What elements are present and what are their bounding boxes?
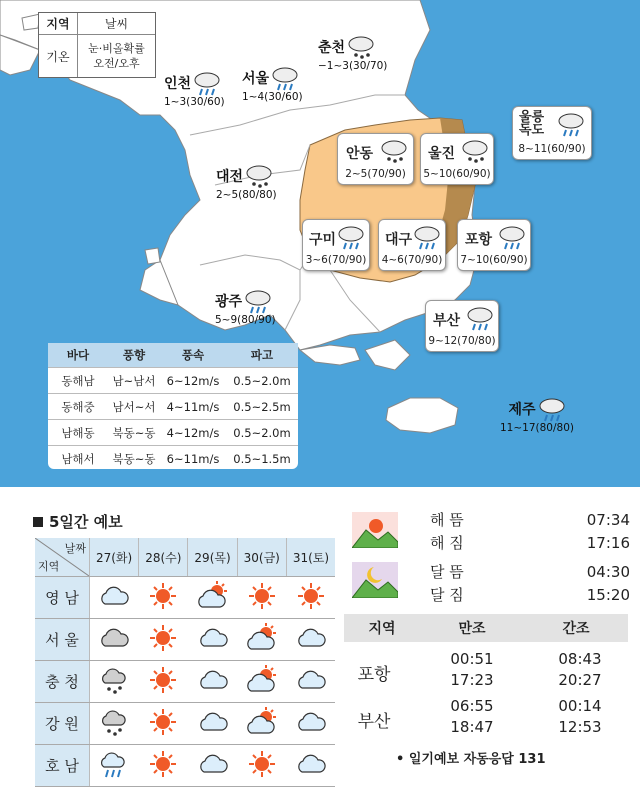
sun-icon <box>247 596 277 615</box>
forecast-cell <box>286 745 335 787</box>
sea-cell: 남서~서 <box>112 399 156 414</box>
forecast-cell <box>90 577 139 619</box>
city-name: 대구 <box>385 232 413 248</box>
city-name: 울진 <box>428 146 456 162</box>
date-header: 29(목) <box>188 538 237 577</box>
forecast-row <box>35 661 335 703</box>
city-pohang <box>457 219 531 271</box>
cloud-icon <box>98 594 130 613</box>
forecast-cell <box>286 577 335 619</box>
cloud-icon <box>197 678 229 697</box>
date-header: 30(금) <box>237 538 286 577</box>
rain-cloud-icon <box>538 396 566 422</box>
footer-phone-info: • 일기예보 자동응답 131 <box>396 752 546 767</box>
cloud-icon <box>295 762 327 781</box>
sun-cloud-icon <box>196 596 230 615</box>
city-name: 춘천 <box>318 40 346 56</box>
sea-row <box>48 393 298 419</box>
rain-cloud-icon <box>98 765 130 784</box>
forecast-cell <box>286 619 335 661</box>
sun-cloud-icon <box>245 680 279 699</box>
cloud-icon <box>197 636 229 655</box>
city-andong <box>337 133 414 185</box>
city-name: 대전 <box>216 169 244 185</box>
five-day-title-text: 5일간 예보 <box>49 513 123 531</box>
tide-row-busan <box>344 697 628 739</box>
rain-cloud-icon <box>271 65 299 91</box>
forecast-cell <box>90 661 139 703</box>
city-temp: 1~4(30/60) <box>242 91 303 103</box>
city-seoul <box>242 65 303 103</box>
forecast-cell <box>139 577 188 619</box>
rain-cloud-icon <box>466 305 494 331</box>
cloud-icon <box>295 720 327 739</box>
sea-header-wind-speed: 풍속 <box>181 348 205 362</box>
sun-icon <box>148 764 178 783</box>
sea-row <box>48 367 298 393</box>
forecast-cell <box>237 745 286 787</box>
moonset-time: 15:20 <box>586 585 630 604</box>
sea-cell: 북동~동 <box>112 451 156 466</box>
forecast-cell <box>139 661 188 703</box>
legend-rain-label: 눈·비올확률 <box>88 42 145 55</box>
sea-cell: 4~11m/s <box>166 399 220 414</box>
forecast-row <box>35 745 335 787</box>
city-daegu <box>378 219 446 271</box>
city-temp: 9~12(70/80) <box>428 335 496 347</box>
forecast-cell <box>139 745 188 787</box>
sea-cell: 동해남 <box>61 373 95 388</box>
forecast-cell <box>237 577 286 619</box>
city-gwangju <box>215 288 276 326</box>
legend-ampm-label: 오전/오후 <box>93 57 140 70</box>
sunrise-label: 해 뜸 <box>430 511 464 529</box>
five-day-title <box>33 511 123 532</box>
five-day-forecast-table <box>35 538 335 787</box>
city-uljin <box>420 133 494 185</box>
tide-header-low: 간조 <box>562 621 590 637</box>
sunrise-icon <box>352 512 398 548</box>
cloud-icon <box>295 678 327 697</box>
city-temp: 4~6(70/90) <box>381 254 443 266</box>
rain-cloud-icon <box>244 288 272 314</box>
forecast-cell <box>188 619 237 661</box>
moonrise-icon <box>352 562 398 598</box>
snow-cloud-icon <box>99 681 129 700</box>
city-name: 구미 <box>309 232 337 248</box>
snow-cloud-icon <box>347 34 375 60</box>
city-temp: 2~5(80/80) <box>216 189 277 201</box>
cloud-icon <box>295 636 327 655</box>
tide-table-header <box>344 614 628 642</box>
rain-cloud-icon <box>193 70 221 96</box>
sun-icon <box>148 638 178 657</box>
cloud-icon <box>197 762 229 781</box>
sea-header-sea: 바다 <box>66 348 90 362</box>
rain-cloud-icon <box>337 224 365 250</box>
snow-cloud-icon <box>99 723 129 742</box>
sea-cell: 남해서 <box>61 451 95 466</box>
forecast-region: 호 남 <box>35 745 90 787</box>
city-temp: 1~3(30/60) <box>164 96 225 108</box>
city-name-line1: 울릉 <box>519 110 545 125</box>
sun-icon <box>148 596 178 615</box>
city-temp: −1~3(30/70) <box>318 60 388 72</box>
city-chuncheon <box>318 34 387 72</box>
rain-cloud-icon <box>498 224 526 250</box>
city-temp: 11~17(80/80) <box>500 422 574 434</box>
sea-cell: 남~남서 <box>112 373 156 388</box>
city-jeju <box>500 396 574 434</box>
sea-cell: 0.5~2.0m <box>233 425 291 440</box>
legend-region-label: 지역 <box>39 13 78 34</box>
city-gumi <box>302 219 370 271</box>
rain-cloud-icon <box>557 111 585 137</box>
city-name: 제주 <box>508 402 536 418</box>
forecast-cell <box>286 703 335 745</box>
forecast-region: 서 울 <box>35 619 90 661</box>
city-ulleung <box>512 106 592 160</box>
sun-cloud-icon <box>245 722 279 741</box>
tide-high-2: 18:47 <box>450 718 494 736</box>
corner-region-label: 지역 <box>38 560 60 573</box>
sunrise-time: 07:34 <box>586 510 630 529</box>
snow-cloud-icon <box>380 138 408 164</box>
forecast-cell <box>90 703 139 745</box>
sea-cell: 0.5~1.5m <box>233 451 291 466</box>
forecast-cell <box>237 703 286 745</box>
forecast-cell <box>188 703 237 745</box>
forecast-row <box>35 619 335 661</box>
corner-date-label: 날짜 <box>64 542 86 555</box>
gray-cloud-icon <box>98 636 130 655</box>
date-header: 27(화) <box>90 538 139 577</box>
sea-header-wave: 파고 <box>250 348 274 362</box>
forecast-cell <box>188 745 237 787</box>
forecast-corner-cell <box>35 538 90 577</box>
tide-row-pohang <box>344 650 628 692</box>
sea-row <box>48 419 298 445</box>
tide-high-1: 06:55 <box>450 697 494 715</box>
moonrise-time: 04:30 <box>586 562 630 581</box>
date-header: 28(수) <box>139 538 188 577</box>
date-header: 31(토) <box>286 538 335 577</box>
sea-cell: 동해중 <box>61 399 95 414</box>
snow-cloud-icon <box>245 163 273 189</box>
city-name: 광주 <box>215 294 243 310</box>
sea-header-wind-dir: 풍향 <box>122 348 146 362</box>
forecast-cell <box>90 619 139 661</box>
map-legend <box>38 12 156 78</box>
city-temp: 8~11(60/90) <box>518 143 586 155</box>
forecast-cell <box>286 661 335 703</box>
tide-region: 부산 <box>357 712 391 732</box>
city-name: 서울 <box>242 71 270 87</box>
sun-icon <box>296 596 326 615</box>
forecast-cell <box>188 577 237 619</box>
sun-icon <box>148 722 178 741</box>
forecast-cell <box>139 703 188 745</box>
tide-low-1: 00:14 <box>558 697 602 715</box>
city-name: 인천 <box>164 76 192 92</box>
sea-cell: 4~12m/s <box>166 425 220 440</box>
cloud-icon <box>197 720 229 739</box>
sunset-time: 17:16 <box>586 533 630 552</box>
moonset-label: 달 짐 <box>430 586 464 604</box>
tide-low-1: 08:43 <box>558 650 602 668</box>
sea-cell: 북동~동 <box>112 425 156 440</box>
forecast-cell <box>139 619 188 661</box>
legend-temp-label: 기온 <box>39 35 78 77</box>
sun-icon <box>148 680 178 699</box>
forecast-cell <box>237 661 286 703</box>
forecast-row <box>35 577 335 619</box>
city-temp: 2~5(70/90) <box>345 168 406 180</box>
snow-cloud-icon <box>461 138 489 164</box>
sea-cell: 남해동 <box>61 425 95 440</box>
sea-conditions-table <box>48 343 298 469</box>
sea-cell: 0.5~2.5m <box>233 399 291 414</box>
tide-high-1: 00:51 <box>450 650 494 668</box>
sea-table-header <box>48 343 298 367</box>
city-name: 안동 <box>346 146 374 162</box>
city-name-line2: 독도 <box>519 123 545 138</box>
sun-icon <box>247 764 277 783</box>
forecast-region: 영 남 <box>35 577 90 619</box>
legend-weather-label: 날씨 <box>104 17 129 31</box>
city-temp: 5~9(80/90) <box>215 314 276 326</box>
city-incheon <box>164 70 225 108</box>
sun-cloud-icon <box>245 638 279 657</box>
forecast-cell <box>237 619 286 661</box>
tide-region: 포항 <box>357 665 391 685</box>
forecast-header-row <box>35 538 335 577</box>
sea-cell: 6~12m/s <box>166 373 220 388</box>
tide-header-region: 지역 <box>368 621 396 637</box>
city-daejeon <box>216 163 277 201</box>
sea-cell: 0.5~2.0m <box>233 373 291 388</box>
city-busan <box>425 300 499 352</box>
sea-cell: 6~11m/s <box>166 451 220 466</box>
moonrise-label: 달 뜸 <box>430 563 464 581</box>
tide-high-2: 17:23 <box>450 671 494 689</box>
tide-low-2: 20:27 <box>558 671 602 689</box>
rain-cloud-icon <box>413 224 441 250</box>
city-name: 포항 <box>465 232 493 248</box>
city-name: 부산 <box>433 313 461 329</box>
forecast-row <box>35 703 335 745</box>
forecast-region: 강 원 <box>35 703 90 745</box>
city-temp: 5~10(60/90) <box>423 168 491 180</box>
sunset-label: 해 짐 <box>430 534 464 552</box>
sea-row <box>48 445 298 471</box>
forecast-cell <box>188 661 237 703</box>
city-temp: 3~6(70/90) <box>305 254 367 266</box>
tide-header-high: 만조 <box>458 621 486 637</box>
forecast-region: 충 청 <box>35 661 90 703</box>
forecast-cell <box>90 745 139 787</box>
city-temp: 7~10(60/90) <box>460 254 528 266</box>
tide-low-2: 12:53 <box>558 718 602 736</box>
